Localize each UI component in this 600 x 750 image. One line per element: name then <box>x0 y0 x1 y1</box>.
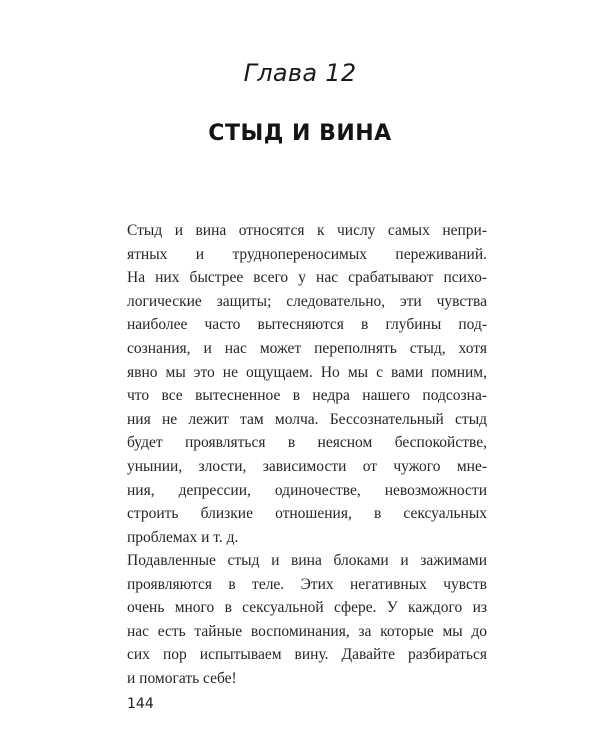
text-line: проблемах и т. д. <box>127 528 239 546</box>
text-line: унынии, злости, зависимости от чужого мне- <box>127 457 487 475</box>
text-line: логические защиты; следовательно, эти чувства <box>127 292 487 310</box>
page-number: 144 <box>127 696 154 712</box>
text-line: строить близкие отношения, в сексуальных <box>127 505 487 523</box>
text-line: проявляются в теле. Этих негативных чувств <box>127 575 487 593</box>
text-line: сознания, и нас может переполнять стыд, хотя <box>127 339 487 357</box>
text-line: что все вытесненное в недра нашего подсозна- <box>127 387 487 405</box>
text-line: сих пор испытываем вину. Давайте разбираться <box>127 646 487 664</box>
paragraph <box>127 549 487 691</box>
chapter-title: СТЫД И ВИНА <box>208 121 392 146</box>
text-line: нас есть тайные воспоминания, за которые мы до <box>127 622 487 640</box>
text-line: наиболее часто вытесняются в глубины под- <box>127 316 487 334</box>
text-line: очень много в сексуальной сфере. У каждого из <box>127 599 487 617</box>
text-line: и помогать себе! <box>127 669 237 687</box>
paragraph <box>127 219 487 549</box>
text-line: Подавленные стыд и вина блоками и зажимами <box>127 552 487 569</box>
text-line: Стыд и вина относятся к числу самых непри- <box>127 222 487 239</box>
text-line: ния не лежит там молча. Бессознательный стыд <box>127 410 487 428</box>
text-line: ятных и труднопереносимых переживаний. <box>127 245 487 263</box>
text-line: ния, депрессии, одиночестве, невозможности <box>127 481 487 499</box>
chapter-label: Глава 12 <box>243 59 357 87</box>
text-line: На них быстрее всего у нас срабатывают психо- <box>127 269 487 287</box>
text-line: будет проявляться в неясном беспокойстве, <box>127 434 487 452</box>
text-line: явно мы это не ощущаем. Но мы с вами помним, <box>127 363 487 381</box>
